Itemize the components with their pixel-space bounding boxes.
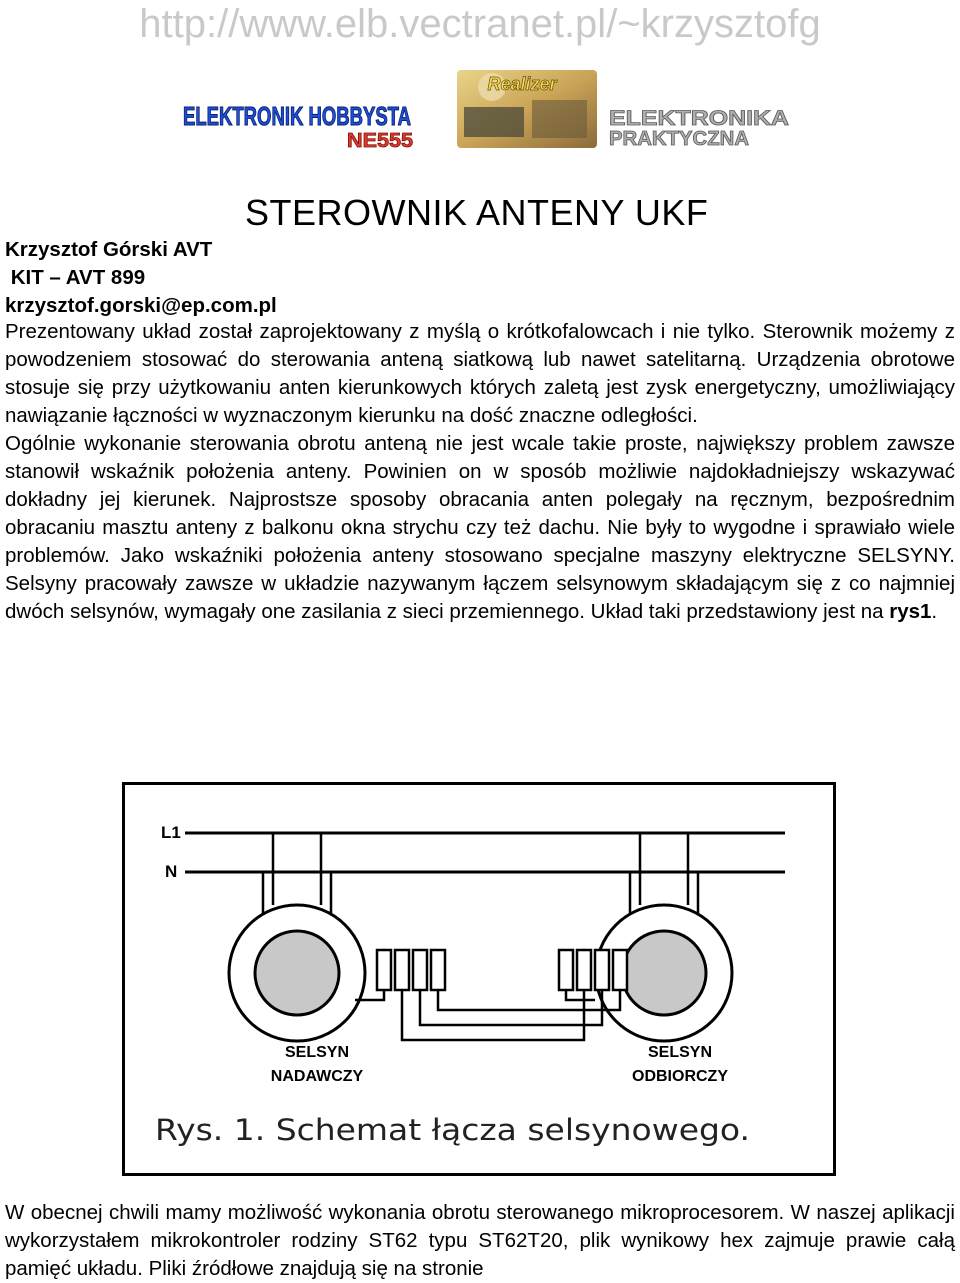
page-title: STEROWNIK ANTENY UKF <box>245 192 709 233</box>
elektronika-praktyczna-logo <box>607 105 792 150</box>
article-continued <box>5 1199 955 1283</box>
paragraph-intro: Prezentowany układ został zaprojektowany z myślą o krótkofalowcach i nie tylko. Sterownik możemy z powodzeniem stosować do sterowania anteną siatkową lub nawet satelitarną. Urządzenia obrotowe stosuje się przy użytkowaniu anten kierunkowych których zaletą jest zysk energetyczny, umożliwiający nawiązanie łączności w wyznaczonym kierunku na dość znaczne odległości. <box>5 320 955 427</box>
logo-center-text: Realizer <box>487 74 557 94</box>
left-feed-l1 <box>273 833 321 905</box>
elektronik-hobbysta-logo <box>180 95 415 150</box>
selsyn-interconnect <box>355 990 620 1040</box>
right-terminals <box>559 950 627 990</box>
label-l1: L1 <box>161 823 181 842</box>
author-kit: KIT – AVT 899 <box>5 266 146 289</box>
author-name: Krzysztof Górski AVT <box>5 238 213 261</box>
logo-right-line2: PRAKTYCZNA <box>609 128 749 150</box>
paragraph-microcontroller: W obecnej chwili mamy możliwość wykonania obrotu sterowanego mikroprocesorem. W naszej aplikacji wykorzystałem mikrokontroler rodziny ST62 typu ST62T20, plik wynikowy hex zajmuje prawie całą pamięć układu. Pliki źródłowe znajdują się na stronie <box>5 1201 955 1280</box>
figure-caption: Rys. 1. Schemat łącza selsynowego. <box>155 1113 750 1147</box>
right-feed-l1 <box>640 833 688 905</box>
paragraph-selsyn-text: Ogólnie wykonanie sterowania obrotu anteną nie jest wcale takie proste, największy problem zawsze stanowił wskaźnik położenia anteny. Powinien on w sposób możliwie najdokładniejszy wskazywać dokładny jej kierunek. Najprostsze sposoby obracania anten polegały na ręcznym, bezpośrednim obracaniu masztu anteny z balkonu okna strychu czy też dachu. Nie były to wygodne i sprawiało wiele problemów. Jako wskaźniki położenia anteny stosowano specjalne maszyny elektryczne SELSYNY. Selsyny pracowały zawsze w układzie nazywanym łączem selsynowym składającym się z co najmniej dwóch selsynów, wymagały one zasilania z sieci przemiennego. Układ taki przedstawiony jest na <box>5 432 955 623</box>
left-selsyn-label-2: NADAWCZY <box>270 1068 364 1085</box>
realizer-logo <box>452 62 602 152</box>
logo-left-line1: ELEKTRONIK HOBBYSTA <box>183 101 412 131</box>
figure-reference: rys1 <box>889 600 932 623</box>
left-terminals <box>377 950 445 990</box>
label-n: N <box>165 862 178 881</box>
article-body <box>5 318 955 626</box>
right-selsyn-rotor <box>622 931 706 1015</box>
logo-left-line2: NE555 <box>347 130 413 152</box>
selsyn-schematic <box>125 785 833 1173</box>
selsyn-figure <box>122 782 836 1176</box>
paragraph-selsyn-end: . <box>931 600 938 623</box>
logo-right-line1: ELEKTRONIKA <box>609 107 789 130</box>
url-header: http://www.elb.vectranet.pl/~krzysztofg <box>139 2 821 46</box>
left-selsyn-label-1: SELSYN <box>284 1044 350 1061</box>
right-selsyn-label-2: ODBIORCZY <box>632 1068 728 1085</box>
author-email: krzysztof.gorski@ep.com.pl <box>5 294 277 317</box>
author-block <box>5 236 277 320</box>
left-selsyn-rotor <box>255 931 339 1015</box>
right-selsyn-label-1: SELSYN <box>647 1044 713 1061</box>
paragraph-selsyn <box>5 430 955 626</box>
